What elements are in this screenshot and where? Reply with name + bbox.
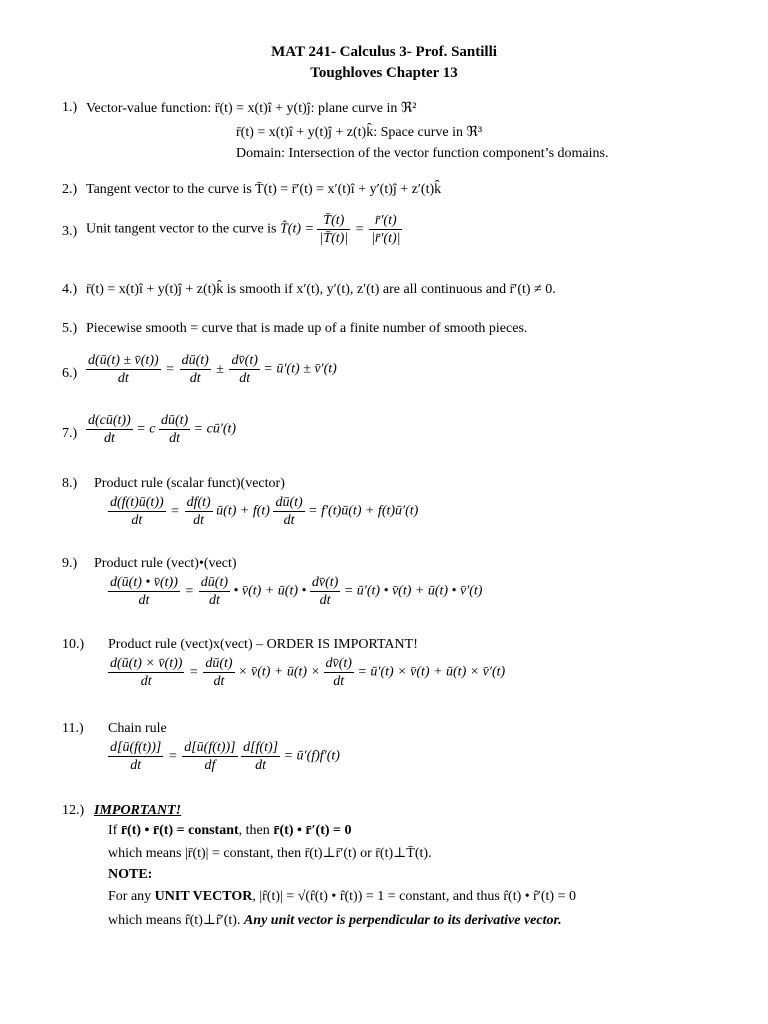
item-number-9: 9.) xyxy=(62,556,78,571)
item-12-l4b: Any unit vector is perpendicular to its derivative vector. xyxy=(243,913,562,928)
item-6-a-numerator: d(ū(t) ± v̄(t)) xyxy=(88,353,159,368)
item-12-line-2: which means |r̄(t)| = constant, then r̄(t)⊥r̄′(t) or r̄(t)⊥T̄(t). xyxy=(108,846,432,861)
item-3-fraction-1 xyxy=(317,212,350,247)
item-9-b-denominator: dt xyxy=(208,593,220,608)
item-6-a-denominator: dt xyxy=(117,371,129,386)
item-10-a-numerator: d(ū(t) × v̄(t)) xyxy=(110,656,183,671)
item-3-text: Unit tangent vector to the curve is xyxy=(86,221,277,237)
item-10-a-denominator: dt xyxy=(140,674,152,689)
item-9-c-denominator: dt xyxy=(319,593,331,608)
item-11-a-numerator: d[ū(f(t))] xyxy=(110,740,162,755)
item-number-10: 10.) xyxy=(62,637,85,652)
item-11-a-denominator: dt xyxy=(130,758,142,773)
item-3-f2-numerator: r̄′(t) xyxy=(369,212,402,230)
item-4-line-1: r̄(t) = x(t)î + y(t)ĵ + z(t)k̂ is smooth if x′(t), y′(t), z′(t) are all continuous and r̄′(t) ≠ 0. xyxy=(86,282,556,297)
item-6-b-denominator: dt xyxy=(189,371,201,386)
item-11-label: Chain rule xyxy=(108,721,167,736)
item-10-label: Product rule (vect)x(vect) – ORDER IS IMPORTANT! xyxy=(108,637,418,652)
item-8-a-denominator: dt xyxy=(131,513,143,528)
item-12-line-3 xyxy=(108,889,576,905)
item-3-equation: Unit tangent vector to the curve is T̂(t) = $\frac{T̄(t)}{|T̄(t)|}$ = $\frac{r̄'(t)}{|r̄'(t)|}$ xyxy=(86,213,401,246)
item-10-b-denominator: dt xyxy=(213,674,225,689)
item-10-tail: = ū′(t) × v̄(t) + ū(t) × v̄′(t) xyxy=(357,664,506,680)
item-12-heading: IMPORTANT! xyxy=(94,803,182,818)
item-12-line-1 xyxy=(108,823,352,839)
item-10-mid: × v̄(t) + ū(t) × xyxy=(238,664,321,680)
item-8-b-denominator: dt xyxy=(193,513,205,528)
item-11-b-numerator: d[ū(f(t))] xyxy=(184,740,236,755)
item-10-b-numerator: dū(t) xyxy=(205,656,233,671)
item-6-equation: $\frac{d(ū(t) \pm v̄(t))}{dt}$ = $\frac{dū(t)}{dt}$ ± $\frac{dv̄(t)}{dt}$ = ū′(t) ± v̄′(t) xyxy=(88,353,337,386)
item-3-f1-denominator: |T̄(t)| xyxy=(319,231,349,246)
item-10-c-numerator: dv̄(t) xyxy=(325,656,352,671)
item-9-mid: • v̄(t) + ū(t) • xyxy=(233,583,307,599)
item-number-8: 8.) xyxy=(62,476,78,491)
item-9-c-numerator: dv̄(t) xyxy=(311,575,339,590)
item-7-b-numerator: dū(t) xyxy=(160,413,189,428)
item-12-line-4 xyxy=(108,912,562,929)
item-7-b-denominator: dt xyxy=(169,431,180,446)
item-11-tail: = ū′(f)f′(t) xyxy=(283,748,340,764)
item-11-c-denominator: dt xyxy=(255,758,266,773)
item-8-equation: $\frac{d(f(t)ū(t))}{dt}$ = $\frac{df(t)}{dt}$ ū(t) + f(t) $\frac{dū(t)}{dt}$ = f′(t)ū(t) + f(t)ū′(t) xyxy=(110,495,419,528)
item-7-a-denominator: dt xyxy=(103,431,115,446)
item-9-b-numerator: dū(t) xyxy=(200,575,228,590)
item-8-a-numerator: d(f(t)ū(t)) xyxy=(110,495,164,510)
page-title: MAT 241- Calculus 3- Prof. Santilli xyxy=(271,44,497,60)
item-12-l4a: which means r̂(t)⊥r̂′(t). xyxy=(108,913,241,928)
item-8-tail: = f′(t)ū(t) + f(t)ū′(t) xyxy=(308,503,419,519)
item-7-tail: = cū′(t) xyxy=(193,421,237,437)
item-12-l1d: r̄(t) • r̄′(t) = 0 xyxy=(273,823,352,838)
item-10-c-denominator: dt xyxy=(333,674,345,689)
item-number-12: 12.) xyxy=(62,803,85,818)
item-8-c-numerator: dū(t) xyxy=(275,495,303,510)
item-6-tail: = ū′(t) ± v̄′(t) xyxy=(263,361,337,377)
item-12-l1c: , then xyxy=(238,823,270,838)
item-9-equation: $\frac{d(ū(t) • v̄(t))}{dt}$ = $\frac{dū(t)}{dt}$ • v̄(t) + ū(t) • $\frac{dv̄(t)}{dt}$ = ū′(t) • v̄(t) + ū(t) • v̄′(t) xyxy=(110,575,483,608)
item-8-b-numerator: df(t) xyxy=(186,495,211,510)
item-8-mid: ū(t) + f(t) xyxy=(216,503,270,519)
item-8-label: Product rule (scalar funct)(vector) xyxy=(94,476,285,491)
item-number-5: 5.) xyxy=(62,321,78,336)
item-2-line-1: Tangent vector to the curve is T̄(t) = r̄′(t) = x′(t)î + y′(t)ĵ + z′(t)k̂ xyxy=(86,182,442,197)
item-11-c-numerator: d[f(t)] xyxy=(243,740,279,755)
item-11-b-denominator: df xyxy=(204,758,216,773)
item-3-fraction-2 xyxy=(369,212,402,247)
item-1-line-3: Domain: Intersection of the vector function component’s domains. xyxy=(236,146,609,161)
item-12-l3c: , |r̂(t)| = √(r̂(t) • r̂(t)) = 1 = constant, and thus r̂(t) • r̂′(t) = 0 xyxy=(252,889,576,904)
item-5-line-1: Piecewise smooth = curve that is made up of a finite number of smooth pieces. xyxy=(86,321,528,336)
item-number-3: 3.) xyxy=(62,224,78,239)
item-9-a-numerator: d(ū(t) • v̄(t)) xyxy=(110,575,178,590)
item-7-a-numerator: d(cū(t)) xyxy=(88,413,131,428)
item-12-l3a: For any xyxy=(108,889,152,904)
item-11-equation: $\frac{d[ū(f(t))]}{dt}$ = $\frac{d[ū(f(t))]}{df}$ $\frac{d[f(t)]}{dt}$ = ū′(f)f′(t) xyxy=(110,740,340,773)
item-9-tail: = ū′(t) • v̄(t) + ū(t) • v̄′(t) xyxy=(343,583,483,599)
item-number-2: 2.) xyxy=(62,182,78,197)
item-number-7: 7.) xyxy=(62,426,78,441)
item-12-l3b: UNIT VECTOR xyxy=(154,889,253,904)
item-3-f2-denominator: |r̄′(t)| xyxy=(371,231,401,246)
item-7-mid: = c xyxy=(136,421,156,437)
item-6-b-numerator: dū(t) xyxy=(181,353,209,368)
item-6-c-numerator: dv̄(t) xyxy=(231,353,258,368)
item-1-line-2: r̄(t) = x(t)î + y(t)ĵ + z(t)k̂: Space curve in ℜ³ xyxy=(236,125,483,140)
item-1-line-1: Vector-value function: r̄(t) = x(t)î + y(t)ĵ: plane curve in ℜ² xyxy=(86,101,417,116)
page-subtitle: Toughloves Chapter 13 xyxy=(310,65,458,81)
item-12-l1a: If xyxy=(108,823,118,838)
item-7-equation xyxy=(86,412,236,447)
item-12-l1b: r̄(t) • r̄(t) = constant xyxy=(120,823,239,838)
item-8-c-denominator: dt xyxy=(283,513,295,528)
item-12-note: NOTE: xyxy=(108,867,153,882)
item-6-c-denominator: dt xyxy=(239,371,251,386)
item-3-lhs: T̂(t) = xyxy=(280,221,314,237)
item-number-6: 6.) xyxy=(62,366,78,381)
item-number-11: 11.) xyxy=(62,721,84,736)
item-9-label: Product rule (vect)•(vect) xyxy=(94,556,237,571)
item-3-f1-numerator: T̄(t) xyxy=(317,212,350,230)
item-number-1: 1.) xyxy=(62,100,78,115)
item-9-a-denominator: dt xyxy=(138,593,150,608)
item-number-4: 4.) xyxy=(62,282,78,297)
item-10-equation: $\frac{d(ū(t) \times v̄(t))}{dt}$ = $\frac{dū(t)}{dt}$ × v̄(t) + ū(t) × $\frac{dv̄(t)}{dt}$ = ū′(t) × v̄(t) + ū(t) × v̄′(t) xyxy=(110,656,506,689)
